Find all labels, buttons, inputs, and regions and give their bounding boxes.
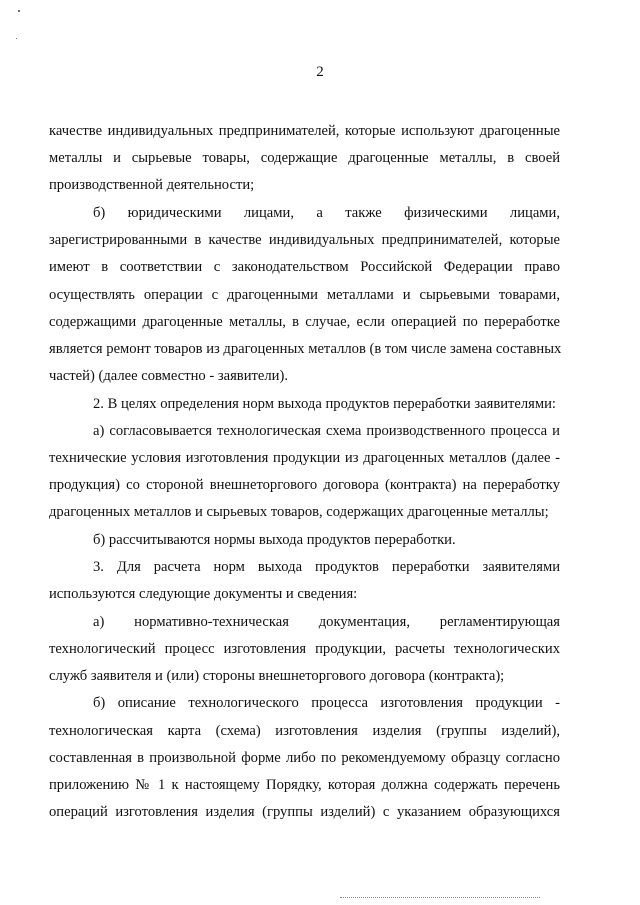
text-line: продукция) со стороной внешнеторгового договора (контракта) на переработку <box>49 477 560 493</box>
text-line: технологический процесс изготовления продукции, расчеты технологических <box>49 641 560 657</box>
text-line: частей) (далее совместно - заявители). <box>49 368 288 384</box>
page-number: 2 <box>316 64 324 80</box>
text-line: драгоценных металлов и сырьевых товаров, содержащих драгоценные металлы; <box>49 504 549 520</box>
text-line: а) согласовывается технологическая схема производственного процесса и <box>93 423 560 439</box>
text-line: технологическая карта (схема) изготовления изделия (группы изделий), <box>49 723 560 739</box>
scan-speck <box>18 10 20 12</box>
text-line: зарегистрированными в качестве индивидуальных предпринимателей, которые <box>49 232 560 248</box>
text-line: 2. В целях определения норм выхода продуктов переработки заявителями: <box>93 396 556 412</box>
text-line: б) описание технологического процесса изготовления продукции - <box>93 695 560 711</box>
text-line: качестве индивидуальных предпринимателей, которые используют драгоценные <box>49 123 560 139</box>
text-line: приложению № 1 к настоящему Порядку, которая должна содержать перечень <box>49 777 560 793</box>
text-line: технические условия изготовления продукции из драгоценных металлов (далее - <box>49 450 560 466</box>
text-line: а) нормативно-техническая документация, регламентирующая <box>93 614 560 630</box>
scan-edge-noise <box>340 897 540 898</box>
text-line: составленная в произвольной форме либо по рекомендуемому образцу согласно <box>49 750 560 766</box>
text-line: производственной деятельности; <box>49 177 255 193</box>
text-line: б) рассчитываются нормы выхода продуктов переработки. <box>93 532 456 548</box>
text-line: является ремонт товаров из драгоценных металлов (в том числе замена составных <box>49 341 562 357</box>
text-line: б) юридическими лицами, а также физическими лицами, <box>93 205 560 221</box>
text-line: служб заявителя и (или) стороны внешнеторгового договора (контракта); <box>49 668 505 684</box>
text-line: металлы и сырьевые товары, содержащие драгоценные металлы, в своей <box>49 150 560 166</box>
text-line: используются следующие документы и сведения: <box>49 586 358 602</box>
text-line: 3. Для расчета норм выхода продуктов переработки заявителями <box>93 559 560 575</box>
text-line: имеют в соответствии с законодательством Российской Федерации право <box>49 259 560 275</box>
scan-speck <box>16 38 17 39</box>
text-line: содержащими драгоценные металлы, в случае, если операцией по переработке <box>49 314 560 330</box>
text-line: осуществлять операции с драгоценными металлами и сырьевыми товарами, <box>49 287 560 303</box>
text-line: операций изготовления изделия (группы изделий) с указанием образующихся <box>49 804 560 820</box>
